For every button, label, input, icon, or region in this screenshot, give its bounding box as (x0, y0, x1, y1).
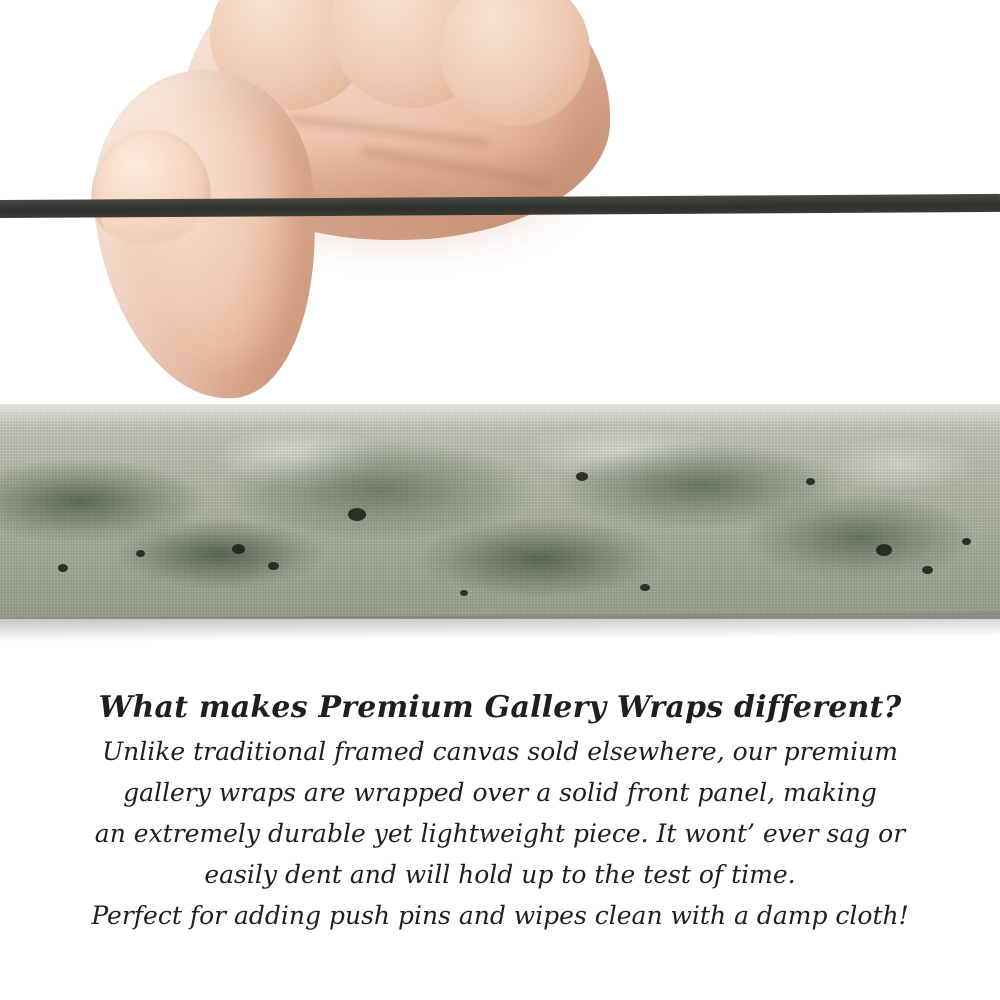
caption-line-4: easily dent and will hold up to the test of time. (204, 860, 796, 889)
canvas-speck (922, 566, 933, 574)
caption-line-3: an extremely durable yet lightweight piece. It wont’ ever sag or (94, 819, 906, 848)
canvas-speck (962, 538, 971, 545)
caption-block (0, 690, 1000, 936)
canvas-speck (58, 564, 68, 572)
canvas-speck (268, 562, 279, 570)
canvas-speck (460, 590, 468, 596)
canvas-speck (232, 544, 245, 554)
hand-illustration (60, 0, 620, 440)
canvas-top-highlight (0, 404, 1000, 426)
caption-body (0, 731, 1000, 936)
canvas-speck (348, 508, 366, 521)
canvas-edge-strip (0, 404, 1000, 619)
canvas-weave-texture (0, 404, 1000, 619)
caption-line-5: Perfect for adding push pins and wipes clean with a damp cloth! (91, 901, 909, 930)
canvas-speck (876, 544, 892, 556)
caption-heading: What makes Premium Gallery Wraps different? (98, 690, 902, 725)
canvas-speck (136, 550, 145, 557)
canvas-speck (806, 478, 815, 485)
canvas-speck (576, 472, 588, 481)
caption-line-1: Unlike traditional framed canvas sold elsewhere, our premium (102, 737, 898, 766)
caption-line-2: gallery wraps are wrapped over a solid front panel, making (123, 778, 877, 807)
canvas-drop-shadow (0, 612, 1000, 642)
canvas-speck (640, 584, 650, 591)
